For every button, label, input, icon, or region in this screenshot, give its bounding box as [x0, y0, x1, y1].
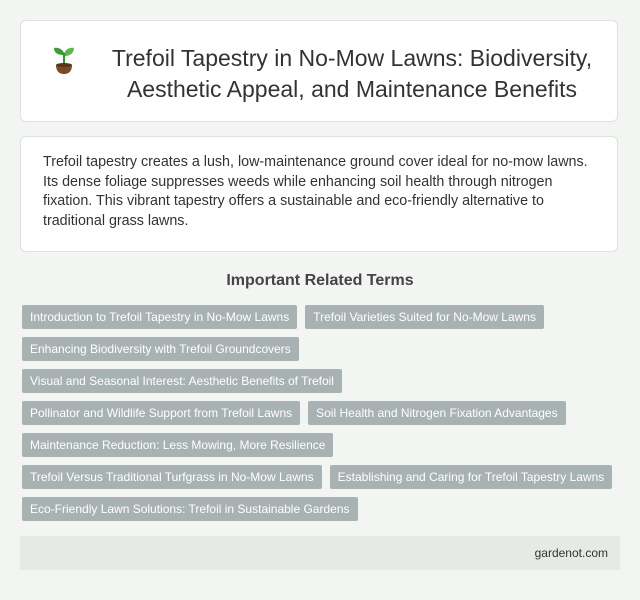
related-term-tag[interactable]: Enhancing Biodiversity with Trefoil Groundcovers	[22, 337, 299, 361]
related-terms-heading: Important Related Terms	[226, 272, 414, 289]
title-row	[51, 43, 597, 105]
related-term-tag[interactable]: Pollinator and Wildlife Support from Trefoil Lawns	[22, 401, 300, 425]
related-term-tag[interactable]: Trefoil Varieties Suited for No-Mow Lawns	[305, 305, 544, 329]
related-term-tag[interactable]: Establishing and Caring for Trefoil Tapestry Lawns	[330, 465, 613, 489]
page-title: Trefoil Tapestry in No-Mow Lawns: Biodiversity, Aesthetic Appeal, and Maintenance Benefits	[111, 45, 593, 102]
related-term-tag[interactable]: Soil Health and Nitrogen Fixation Advantages	[308, 401, 565, 425]
sprout-icon	[51, 45, 77, 75]
title-card	[20, 20, 618, 122]
footer-site-link[interactable]: gardenot.com	[534, 546, 608, 560]
related-term-tag[interactable]: Introduction to Trefoil Tapestry in No-Mow Lawns	[22, 305, 297, 329]
footer	[20, 536, 620, 570]
summary-text: Trefoil tapestry creates a lush, low-maintenance ground cover ideal for no-mow lawns. Its dense foliage suppresses weeds while enhancing soil health through nitrogen fixation. This vibrant tapestry offers a sustainable and eco-friendly alternative to traditional grass lawns.	[43, 154, 588, 229]
related-term-tag[interactable]: Maintenance Reduction: Less Mowing, More Resilience	[22, 433, 333, 457]
related-term-tag[interactable]: Eco-Friendly Lawn Solutions: Trefoil in Sustainable Gardens	[22, 497, 358, 521]
related-terms-list	[22, 305, 622, 521]
related-term-tag[interactable]: Visual and Seasonal Interest: Aesthetic Benefits of Trefoil	[22, 369, 342, 393]
related-term-tag[interactable]: Trefoil Versus Traditional Turfgrass in No-Mow Lawns	[22, 465, 322, 489]
summary-card	[20, 136, 618, 252]
